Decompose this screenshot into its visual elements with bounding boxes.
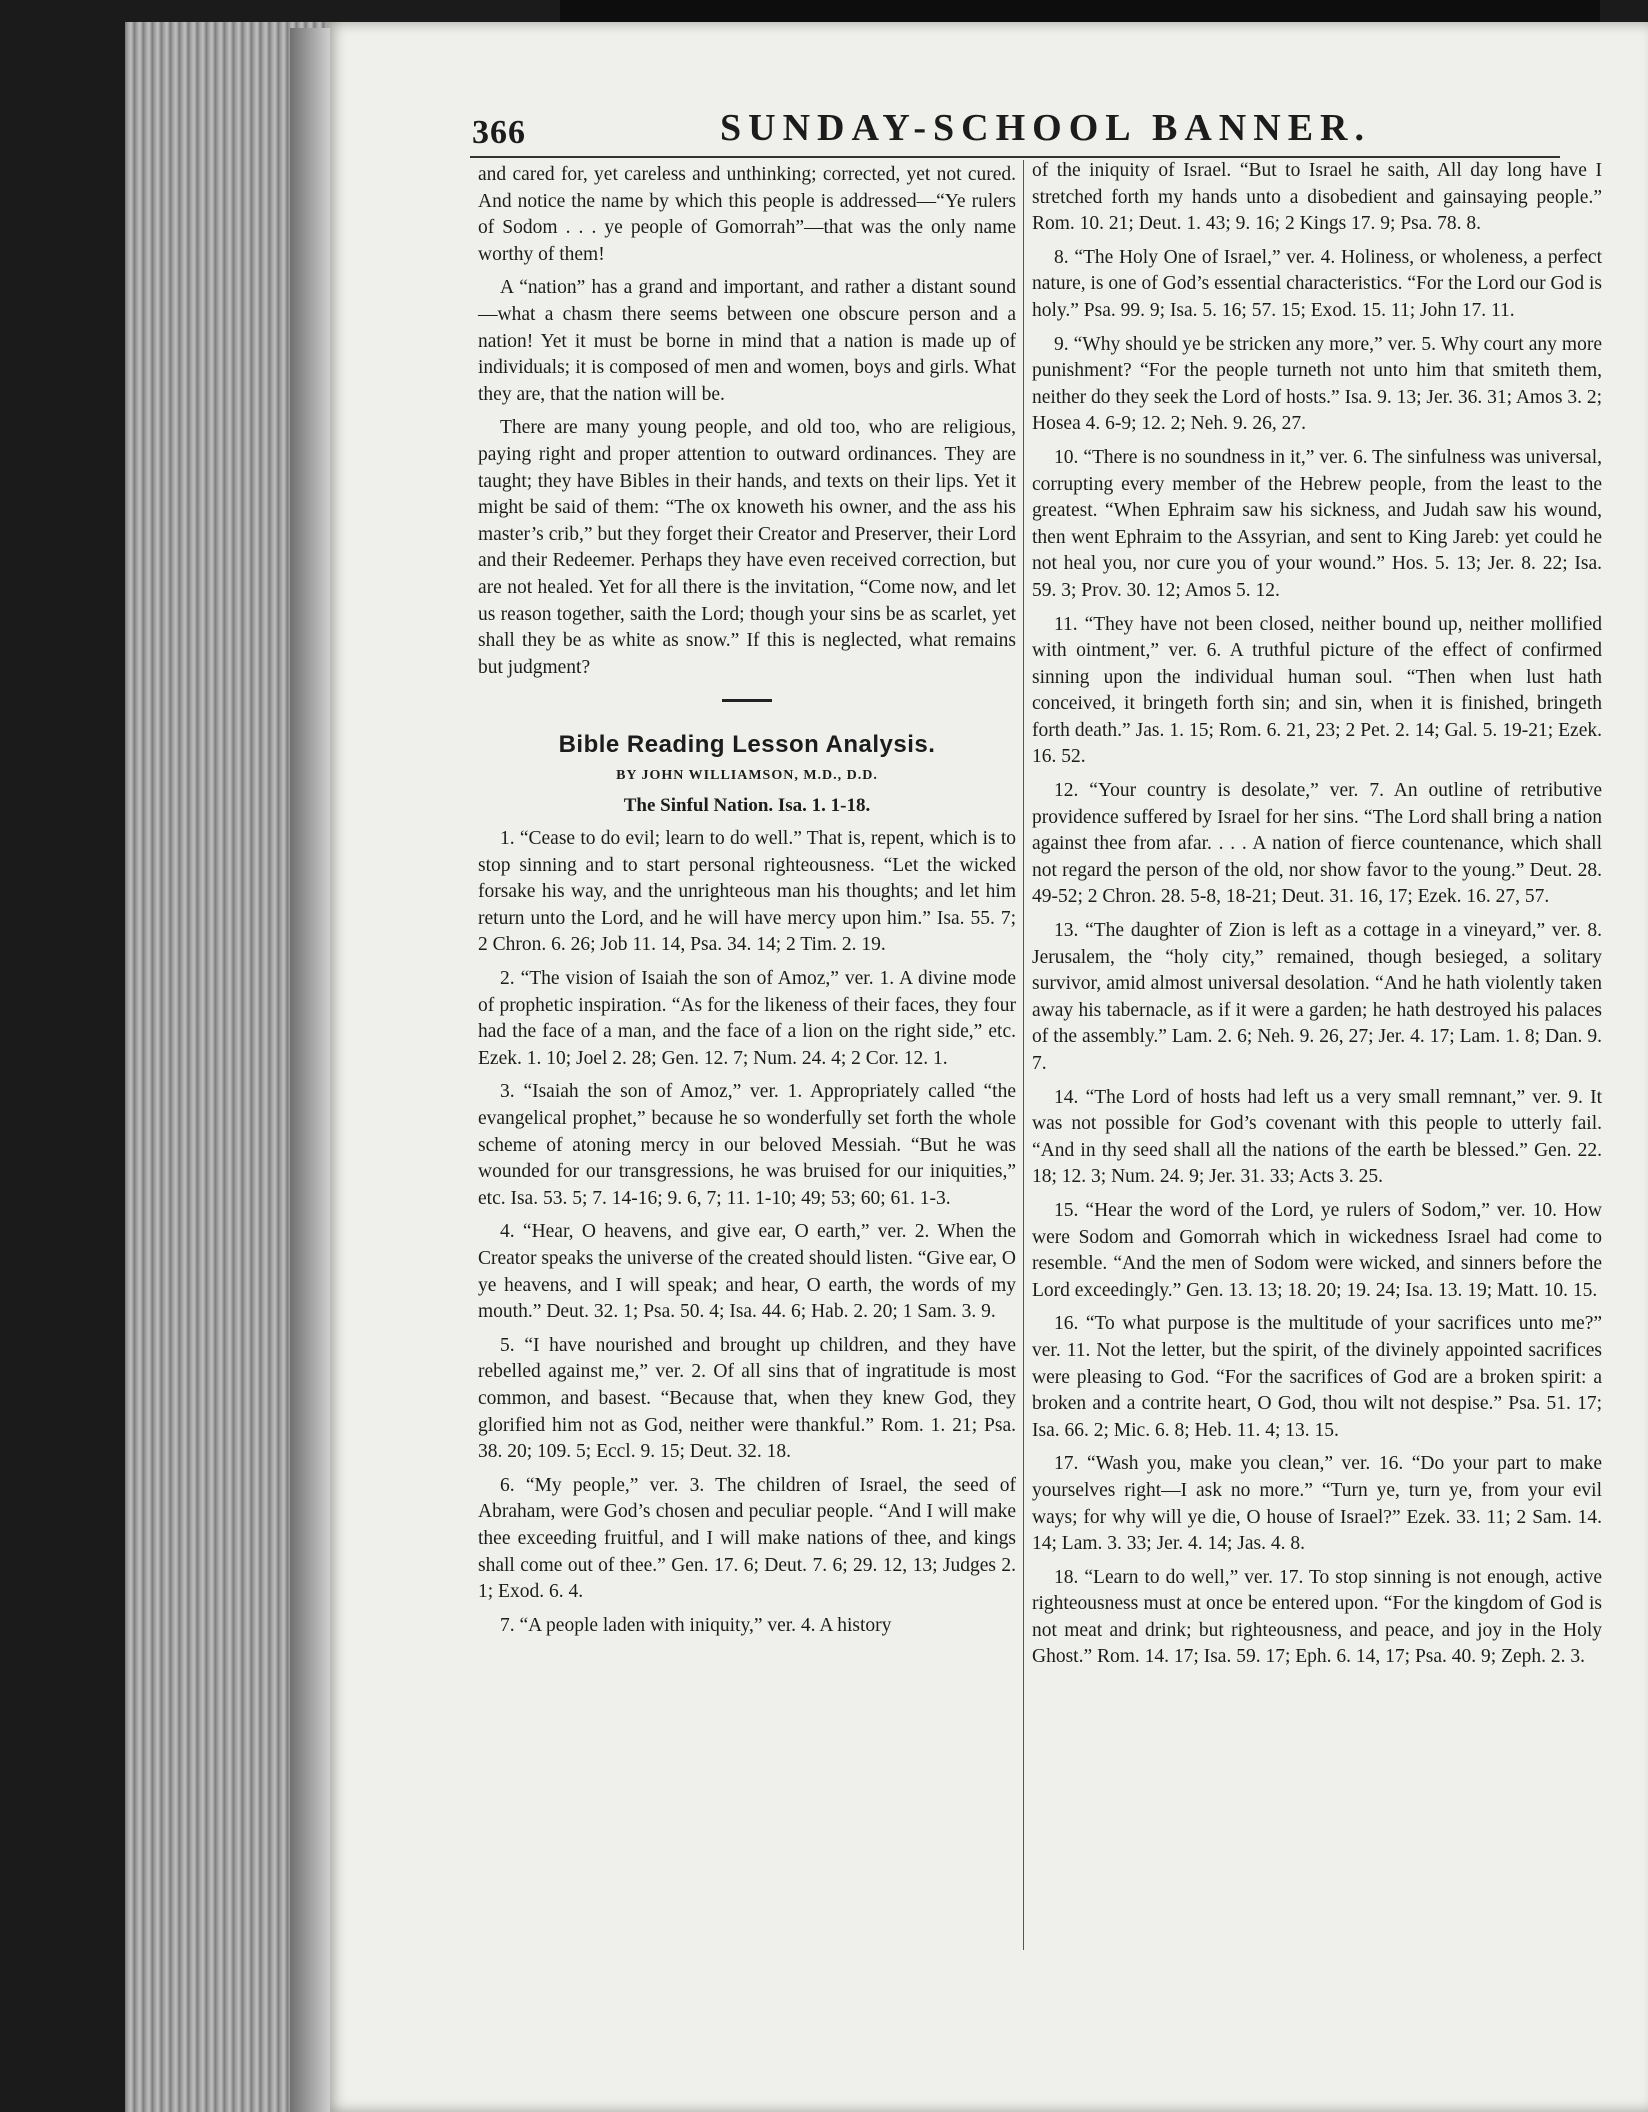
analysis-item: 18. “Learn to do well,” ver. 17. To stop sinning is not enough, active righteousness must at once be entered upon. “For the kingdom of God is not meat and drink; but righteousness, and peace, and joy in the Holy Ghost.” Rom. 14. 17; Isa. 59. 17; Eph. 6. 14, 17; Psa. 40. 9; Zeph. 2. 3. <box>1032 1566 1602 1668</box>
analysis-item: 3. “Isaiah the son of Amoz,” ver. 1. Appropriately called “the evangelical prophet,” because he so wonderfully set forth the whole scheme of atoning mercy in our beloved Messiah. “But he was wounded for our transgressions, he was bruised for our iniquities,” etc. Isa. 53. 5; 7. 14-16; 9. 6, 7; 11. 1-10; 49; 53; 60; 61. 1-3. <box>478 1081 1016 1209</box>
analysis-item: 13. “The daughter of Zion is left as a cottage in a vineyard,” ver. 8. Jerusalem, the “holy city,” remained, though besieged, a solitary survivor, amid almost universal desolation. “And he hath violently taken away his tabernacle, as if it were a garden; he hath destroyed his palaces of the assembly.” Lam. 2. 6; Neh. 9. 26, 27; Jer. 4. 17; Lam. 1. 8; Dan. 9. 7. <box>1032 920 1602 1074</box>
analysis-item: 8. “The Holy One of Israel,” ver. 4. Holiness, or wholeness, a perfect nature, is one of God’s essential characteristics. “For the Lord our God is holy.” Psa. 99. 9; Isa. 5. 16; 57. 15; Exod. 15. 11; John 17. 11. <box>1032 246 1602 321</box>
analysis-item: 17. “Wash you, make you clean,” ver. 16. “Do your part to make yourselves right—I ask no more.” “Turn ye, turn ye, from your evil ways; for why will ye die, O house of Israel?” Ezek. 33. 11; 2 Sam. 14. 14; Lam. 3. 33; Jer. 4. 14; Jas. 4. 8. <box>1032 1453 1602 1555</box>
column-divider <box>1023 160 1024 1950</box>
left-column <box>478 162 1016 1646</box>
analysis-item: 5. “I have nourished and brought up children, and they have rebelled against me,” ver. 2. Of all sins that of ingratitude is most common, and basest. “Because that, when they knew God, they glorified him not as God, neither were thankful.” Rom. 1. 21; Psa. 38. 20; 109. 5; Eccl. 9. 15; Deut. 32. 18. <box>478 1334 1016 1463</box>
analysis-item: 4. “Hear, O heavens, and give ear, O earth,” ver. 2. When the Creator speaks the universe of the created should listen. “Give ear, O ye heavens, and I will speak; and hear, O earth, the words of my mouth.” Deut. 32. 1; Psa. 50. 4; Isa. 44. 6; Hab. 2. 20; 1 Sam. 3. 9. <box>478 1221 1016 1323</box>
analysis-item: 6. “My people,” ver. 3. The children of Israel, the seed of Abraham, were God’s chosen and peculiar people. “And I will make thee exceeding fruitful, and I will make nations of thee, and kings shall come out of thee.” Gen. 17. 6; Deut. 7. 6; 29. 12, 13; Judges 2. 1; Exod. 6. 4. <box>478 1474 1016 1603</box>
analysis-item: 11. “They have not been closed, neither bound up, neither mollified with ointment,” ver. 6. A truthful picture of the effect of confirmed sinning upon the individual human soul. “Then when lust hath conceived, it bringeth forth sin; and sin, when it is finished, bringeth forth death.” Jas. 1. 15; Rom. 6. 21, 23; 2 Pet. 2. 14; Gal. 5. 19-21; Ezek. 16. 52. <box>1032 613 1602 768</box>
running-title: SUNDAY-SCHOOL BANNER. <box>720 107 1371 149</box>
right-column <box>1032 158 1602 1678</box>
analysis-item: 9. “Why should ye be stricken any more,” ver. 5. Why court any more punishment? “For the people turneth not unto him that smiteth them, neither do they seek the Lord of hosts.” Isa. 9. 13; Jer. 36. 31; Amos 3. 2; Hosea 4. 6-9; 12. 2; Neh. 9. 26, 27. <box>1032 333 1602 435</box>
section-title: Bible Reading Lesson Analysis. <box>558 731 936 759</box>
analysis-item: 1. “Cease to do evil; learn to do well.” That is, repent, which is to stop sinning and to start personal righteousness. “Let the wicked forsake his way, and the unrighteous man his thoughts; and let him return unto the Lord, and he will have mercy upon him.” Isa. 55. 7; 2 Chron. 6. 26; Job 11. 14, Psa. 34. 14; 2 Tim. 2. 19. <box>478 828 1016 956</box>
analysis-item: 12. “Your country is desolate,” ver. 7. An outline of retributive providence suffered by Israel for her sins. “The Lord shall bring a nation against thee from afar. . . . A nation of fierce countenance, which shall not regard the person of the old, nor show favor to the young.” Deut. 28. 49-52; 2 Chron. 28. 5-8, 18-21; Deut. 31. 16, 17; Ezek. 16. 27, 57. <box>1032 780 1602 908</box>
analysis-item: 2. “The vision of Isaiah the son of Amoz,” ver. 1. A divine mode of prophetic inspiration. “As for the likeness of their faces, they four had the face of a man, and the face of a lion on the right side,” etc. Ezek. 1. 10; Joel 2. 28; Gen. 12. 7; Num. 24. 4; 2 Cor. 12. 1. <box>478 968 1016 1069</box>
analysis-item: 15. “Hear the word of the Lord, ye rulers of Sodom,” ver. 10. How were Sodom and Gomorrah which in wickedness Israel had come to resemble. “And the men of Sodom were wicked, and sinners before the Lord exceedingly.” Gen. 13. 13; 18. 20; 19. 24; Isa. 13. 19; Matt. 10. 15. <box>1032 1199 1602 1301</box>
page-header <box>470 104 1555 154</box>
analysis-item: 14. “The Lord of hosts had left us a very small remnant,” ver. 9. It was not possible for God’s covenant with this people to utterly fail. “And in thy seed shall all the nations of the earth be blessed.” Gen. 22. 18; 12. 3; Num. 24. 9; Jer. 31. 33; Acts 3. 25. <box>1032 1086 1602 1188</box>
left-paragraph: A “nation” has a grand and important, and rather a distant sound—what a chasm there seems between one obscure person and a nation! Yet it must be borne in mind that a nation is made up of individuals; it is composed of men and women, boys and girls. What they are, that the nation will be. <box>478 277 1016 405</box>
analysis-item-continuation: of the iniquity of Israel. “But to Israel he saith, All day long have I stretched forth my hands unto a disobedient and gainsaying people.” Rom. 10. 21; Deut. 1. 43; 9. 16; 2 Kings 17. 9; Psa. 78. 8. <box>1032 160 1602 235</box>
section-divider <box>722 699 772 702</box>
analysis-item: 7. “A people laden with iniquity,” ver. 4. A history <box>500 1614 892 1636</box>
page-gutter-shadow <box>290 28 330 2112</box>
byline: BY JOHN WILLIAMSON, M.D., D.D. <box>616 767 878 783</box>
analysis-item: 16. “To what purpose is the multitude of your sacrifices unto me?” ver. 11. Not the letter, but the spirit, of the divinely appointed sacrifices were pleasing to God. “For the sacrifices of God are a broken spirit: a broken and a contrite heart, O God, thou wilt not despise.” Psa. 51. 17; Isa. 66. 2; Mic. 6. 8; Heb. 11. 4; 13. 15. <box>1032 1313 1602 1441</box>
analysis-item: 10. “There is no soundness in it,” ver. 6. The sinfulness was universal, corrupting every member of the Hebrew people, from the least to the greatest. “When Ephraim saw his sickness, and Judah saw his wound, then went Ephraim to the Assyrian, and sent to King Jareb: yet could he not heal you, nor cure you of your wound.” Hos. 5. 13; Jer. 8. 22; Isa. 59. 3; Prov. 30. 12; Amos 5. 12. <box>1032 446 1602 601</box>
page-number: 366 <box>472 114 526 151</box>
lesson-subhead: The Sinful Nation. Isa. 1. 1-18. <box>623 795 871 817</box>
left-paragraph: and cared for, yet careless and unthinking; corrected, yet not cured. And notice the name by which this people is addressed—“Ye rulers of Sodom . . . ye people of Gomorrah”—that was the only name worthy of them! <box>478 164 1016 265</box>
left-paragraph: There are many young people, and old too, who are religious, paying right and proper attention to outward ordinances. They are taught; they have Bibles in their hands, and texts on their lips. Yet it might be said of them: “The ox knoweth his owner, and the ass his master’s crib,” but they forget their Creator and Preserver, their Lord and their Redeemer. Perhaps they have even received correction, but are not healed. Yet for all there is the invitation, “Come now, and let us reason together, saith the Lord; though your sins be as scarlet, yet shall they be as white as snow.” If this is neglected, what remains but judgment? <box>478 417 1016 678</box>
top-dark-strip <box>560 0 1600 22</box>
